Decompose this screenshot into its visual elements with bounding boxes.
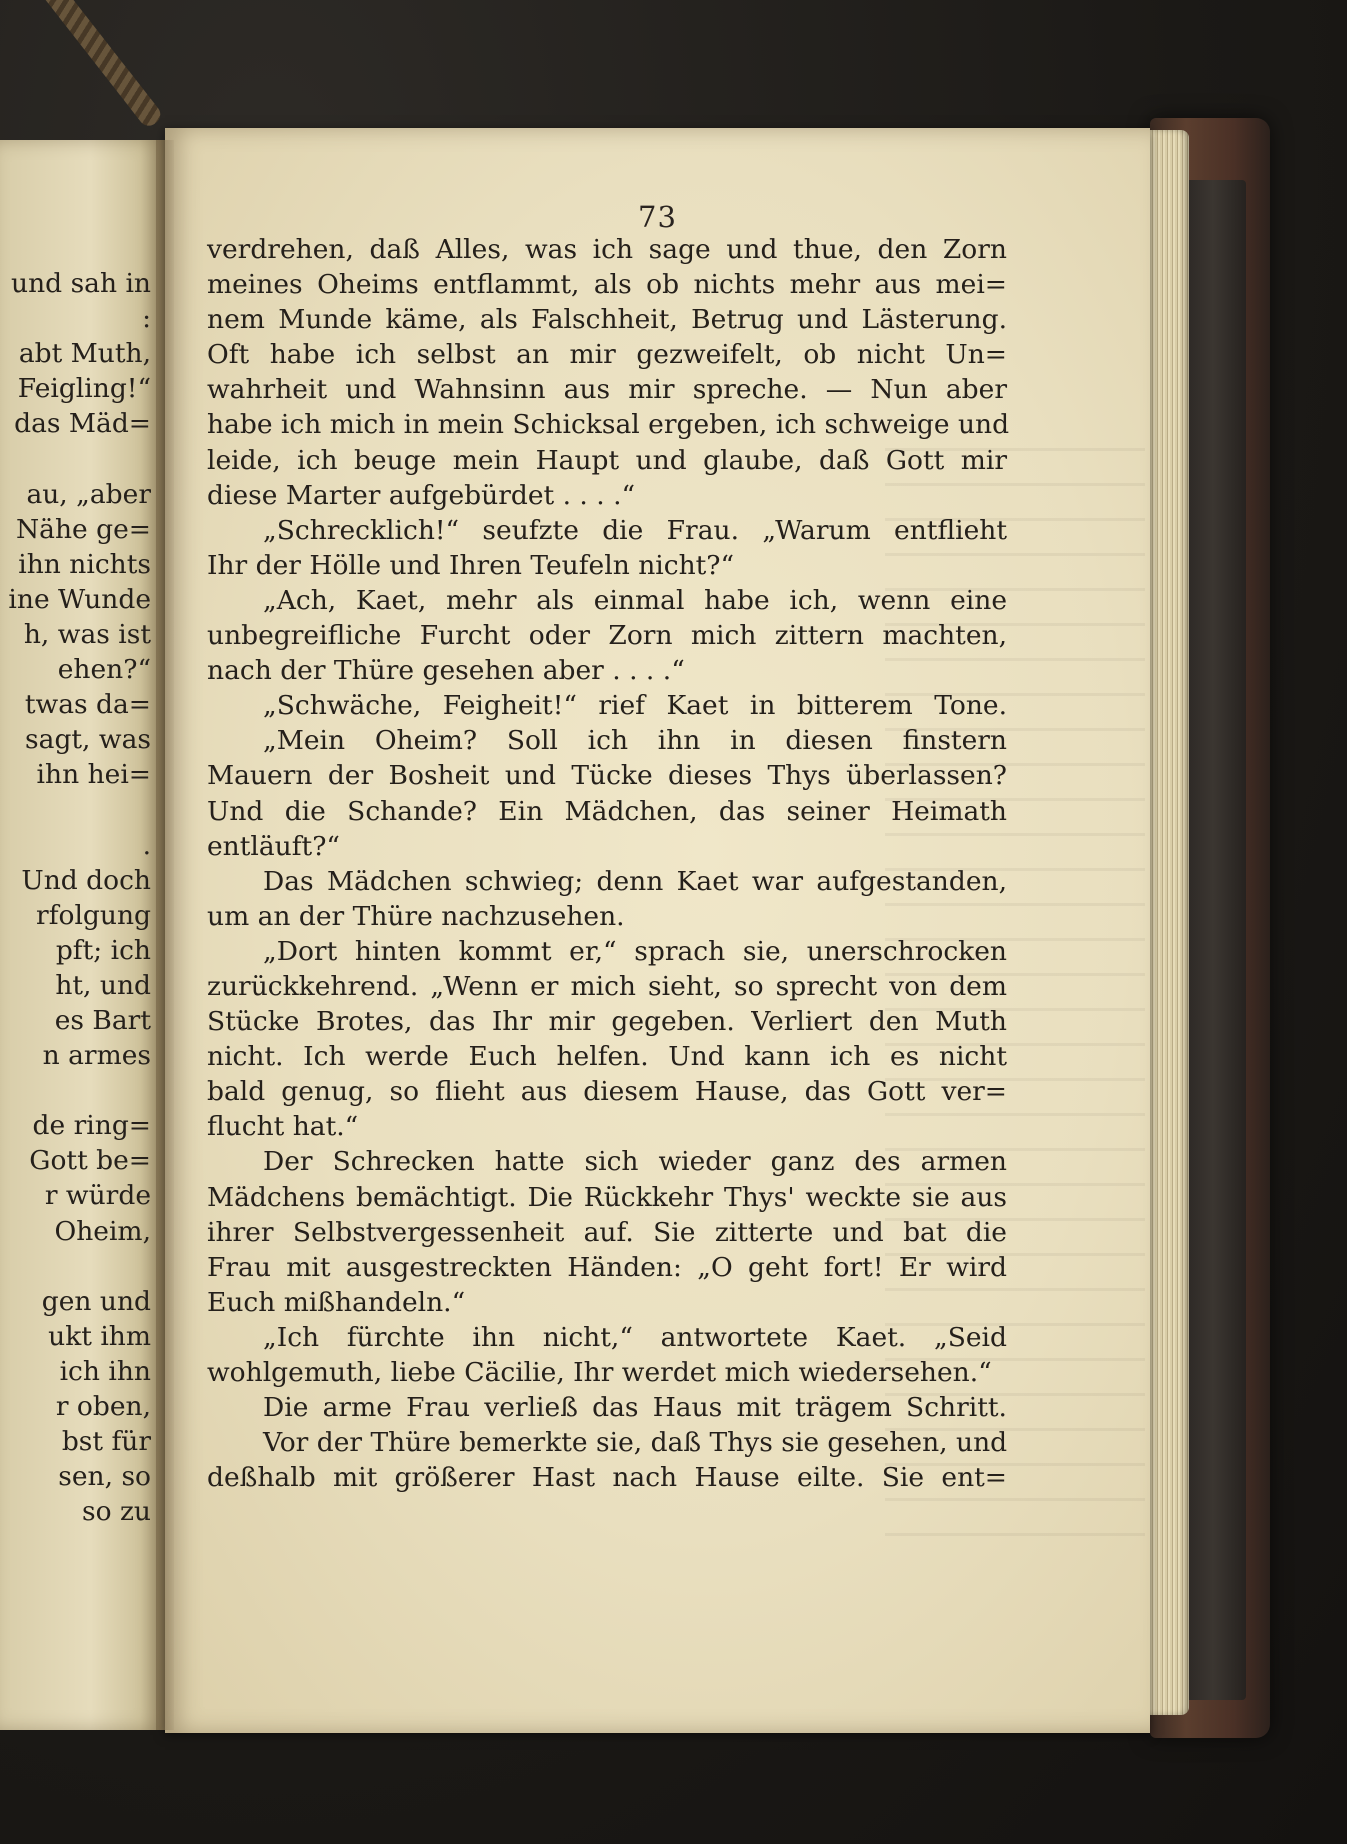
text-line: „Ich fürchte ihn nicht,“ antwortete Kaet. „Seid	[263, 1321, 1007, 1353]
left-text-line: Oheim,	[54, 1215, 151, 1247]
right-page	[165, 128, 1150, 1733]
left-text-line: sagt, was	[25, 724, 151, 756]
left-text-line: ht, und	[55, 969, 151, 1001]
text-line: „Mein Oheim? Soll ich ihn in diesen finstern	[263, 725, 1007, 757]
text-line: Oft habe ich selbst an mir gezweifelt, ob nicht Un=	[207, 339, 1007, 371]
cover-edge	[1180, 180, 1246, 1700]
left-text-line: das Mäd=	[14, 408, 151, 440]
left-text-line: abt Muth,	[18, 338, 151, 370]
left-text-line: ehen?“	[57, 654, 151, 686]
left-text-line: ich ihn	[59, 1355, 151, 1387]
text-line: unbegreifliche Furcht oder Zorn mich zittern machten,	[207, 620, 1007, 652]
text-line: Und die Schande? Ein Mädchen, das seiner Heimath	[207, 795, 1007, 827]
left-text-line: ihn nichts	[18, 548, 151, 580]
left-text-line: und sah in	[11, 268, 151, 299]
left-text-line: ine Wunde	[8, 583, 151, 615]
text-line: Ihr der Hölle und Ihren Teufeln nicht?“	[207, 549, 735, 581]
book-gutter	[156, 140, 174, 1730]
text-line: entläuft?“	[207, 830, 340, 862]
left-text-line: Nähe ge=	[15, 513, 151, 545]
text-line: leide, ich beuge mein Haupt und glaube, daß Gott mir	[207, 444, 1007, 476]
text-line: ihrer Selbstvergessenheit auf. Sie zitterte und bat die	[207, 1216, 1007, 1248]
text-line: nem Munde käme, als Falschheit, Betrug und Lästerung.	[207, 304, 1007, 336]
text-line: wahrheit und Wahnsinn aus mir spreche. — Nun aber	[207, 374, 1007, 406]
text-line: bald genug, so flieht aus diesem Hause, das Gott ver=	[207, 1076, 1007, 1108]
text-line: Euch mißhandeln.“	[207, 1286, 466, 1318]
left-text-line: .	[142, 829, 151, 861]
text-line: Stücke Brotes, das Ihr mir gegeben. Verliert den Muth	[207, 1006, 1007, 1038]
text-line: Frau mit ausgestreckten Händen: „O geht fort! Er wird	[207, 1251, 1007, 1283]
text-line: Der Schrecken hatte sich wieder ganz des armen	[263, 1146, 1007, 1178]
text-line: nach der Thüre gesehen aber . . . .“	[207, 655, 685, 687]
left-text-line: r oben,	[55, 1391, 151, 1422]
page-body-text	[207, 232, 1010, 1495]
text-line: habe ich mich in mein Schicksal ergeben, ich schweige und	[207, 409, 1010, 441]
left-text-line: de ring=	[32, 1110, 151, 1142]
text-line: deßhalb mit größerer Hast nach Hause eilte. Sie ent=	[207, 1462, 1007, 1494]
text-line: wohlgemuth, liebe Cäcilie, Ihr werdet mich wiedersehen.“	[207, 1357, 992, 1388]
text-line: Das Mädchen schwieg; denn Kaet war aufgestanden,	[263, 865, 1007, 897]
left-text-line: gen und	[41, 1285, 151, 1317]
left-text-line: sen, so	[58, 1461, 151, 1493]
left-text-line: Feigling!“	[17, 373, 151, 405]
left-text-line	[0, 1249, 151, 1284]
text-line: Die arme Frau verließ das Haus mit trägem Schritt.	[263, 1392, 1007, 1424]
text-line: Mauern der Bosheit und Tücke dieses Thys überlassen?	[207, 760, 1007, 792]
text-line: nicht. Ich werde Euch helfen. Und kann ich es nicht	[207, 1041, 1007, 1073]
text-line: zurückkehrend. „Wenn er mich sieht, so sprecht von dem	[207, 970, 1007, 1002]
left-text-line: n armes	[42, 1040, 151, 1072]
left-text-line	[0, 1073, 151, 1108]
text-line: diese Marter aufgebürdet . . . .“	[207, 479, 636, 511]
text-line: „Schwäche, Feigheit!“ rief Kaet in bitterem Tone.	[263, 690, 1007, 722]
text-line: „Dort hinten kommt er,“ sprach sie, unerschrocken	[263, 935, 1007, 967]
text-line: verdrehen, daß Alles, was ich sage und thue, den Zorn	[207, 234, 1007, 265]
left-text-line: bst für	[61, 1426, 151, 1458]
text-line: „Ach, Kaet, mehr als einmal habe ich, wenn eine	[263, 584, 1007, 616]
left-text-line: au, „aber	[26, 478, 151, 510]
page-number: 73	[638, 200, 677, 234]
left-text-line: twas da=	[24, 689, 151, 721]
text-line: Vor der Thüre bemerkte sie, daß Thys sie gesehen, und	[263, 1427, 1008, 1459]
left-text-line: ihn hei=	[36, 759, 151, 791]
text-line: meines Oheims entflammt, als ob nichts mehr aus mei=	[207, 269, 1007, 301]
text-line: um an der Thüre nachzusehen.	[207, 900, 625, 932]
text-line: „Schrecklich!“ seufzte die Frau. „Warum entflieht	[263, 514, 1007, 546]
text-line: flucht hat.“	[207, 1111, 359, 1143]
left-text-line	[0, 792, 151, 827]
left-text-line: h, was ist	[23, 618, 151, 650]
text-line: Mädchens bemächtigt. Die Rückkehr Thys' weckte sie aus	[207, 1181, 1007, 1213]
left-text-line: Und doch	[21, 864, 151, 896]
left-text-line: pft; ich	[55, 934, 151, 966]
left-text-line: :	[142, 303, 151, 335]
left-page-text	[0, 266, 151, 1529]
left-text-line: Gott be=	[29, 1145, 151, 1177]
left-text-line: r würde	[44, 1180, 151, 1212]
left-page	[0, 140, 165, 1730]
left-text-line: es Bart	[54, 1004, 151, 1036]
left-text-line: so zu	[81, 1496, 151, 1528]
left-text-line	[0, 441, 151, 476]
left-text-line: rfolgung	[36, 899, 151, 931]
left-text-line: ukt ihm	[48, 1320, 151, 1352]
page-edges	[1145, 130, 1189, 1715]
